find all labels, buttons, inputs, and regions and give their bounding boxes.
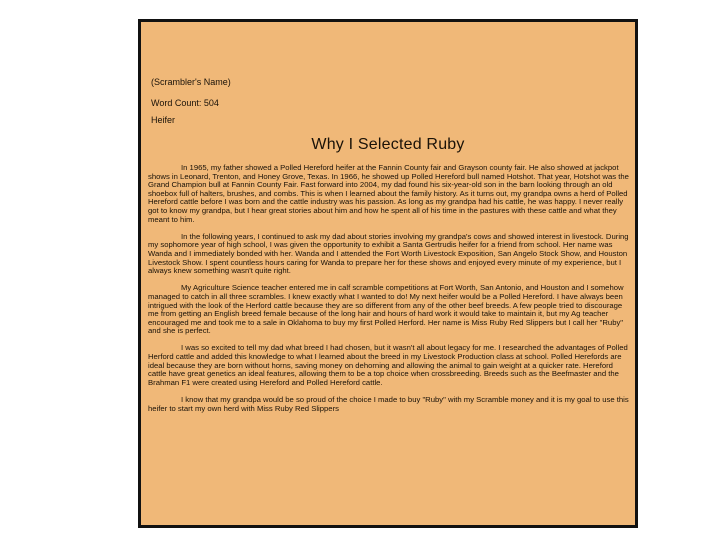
- animal-type: Heifer: [151, 115, 176, 125]
- paragraph: In 1965, my father showed a Polled Hereford heifer at the Fannin County fair and Grayson county fair. He also showed at jackpot shows in Leonard, Trenton, and Honey Grove, Texas. In 1966, he showed up Polled Hereford bull named Hotshot. That year, Hotshot was the Grand Champion bull at Fannin County Fair. Fast forward into 2004, my dad found his six-year-old son in the barn looking through an old shoebox full of halters, brushes, and combs. This is when I learned about the family history. As it turns out, my grandpa owns a herd of Polled Hereford cattle before I was born and the cattle industry was his passion. As long as my grandpa had his cattle, he was happy. I never really got to know my grandpa, but I hear great stories about him and how he spent all of his time in the pastures with these cattle and what they meant to him.: [148, 163, 629, 224]
- essay-body: [148, 164, 630, 422]
- paragraph: In the following years, I continued to ask my dad about stories involving my grandpa's cows and showed interest in livestock. During my sophomore year of high school, I was given the opportunity to exhibit a Santa Gertrudis heifer for a friend from school. Her name was Wanda and I immediately bonded with her. Wanda and I attended the Fort Worth Livestock Exposition, San Angelo Stock Show, and Houston Livestock Show. I spent countless hours caring for Wanda to prepare her for these shows and enjoyed every minute of my experience, but I always knew something wasn't quite right.: [148, 231, 629, 276]
- paragraph: I know that my grandpa would be so proud of the choice I made to buy "Ruby" with my Scramble money and it is my goal to use this heifer to start my own herd with Miss Ruby Red Slippers: [148, 395, 629, 413]
- essay-page: [138, 19, 638, 528]
- word-count: Word Count: 504: [151, 98, 219, 108]
- essay-title: Why I Selected Ruby: [311, 136, 465, 153]
- scrambler-name: (Scrambler's Name): [151, 77, 231, 87]
- paragraph: I was so excited to tell my dad what breed I had chosen, but it wasn't all about legacy for me. I researched the advantages of Polled Herford cattle and added this knowledge to what I learned about the breed in my Livestock Production class at school. Polled Herefords are ideal because they are born without horns, saving money on dehorning and allowing the animal to gain weight at a quicker rate. Hereford cattle have great genetics an ideal features, allowing them to be a top choice when crossbreeding. Breeds such as the Beefmaster and the Brahman F1 were created using Hereford and Polled Hereford cattle.: [148, 343, 628, 387]
- paragraph: My Agriculture Science teacher entered me in calf scramble competitions at Fort Worth, San Antonio, and Houston and I somehow managed to catch in all three scrambles. I knew exactly what I wanted to do! My next heifer would be a Polled Hereford. I have always been intrigued with the look of the Herford cattle because they are so different from any of the other beef breeds. A few people tried to discourage me from getting an English breed female because of the long hair and hours of hard work it would take to maintain it, but my Ag teacher encouraged me and took me to a sale in Oklahoma to buy my first Polled Herford. Her name is Miss Ruby Red Slippers but I call her "Ruby" and she is perfect.: [148, 283, 624, 336]
